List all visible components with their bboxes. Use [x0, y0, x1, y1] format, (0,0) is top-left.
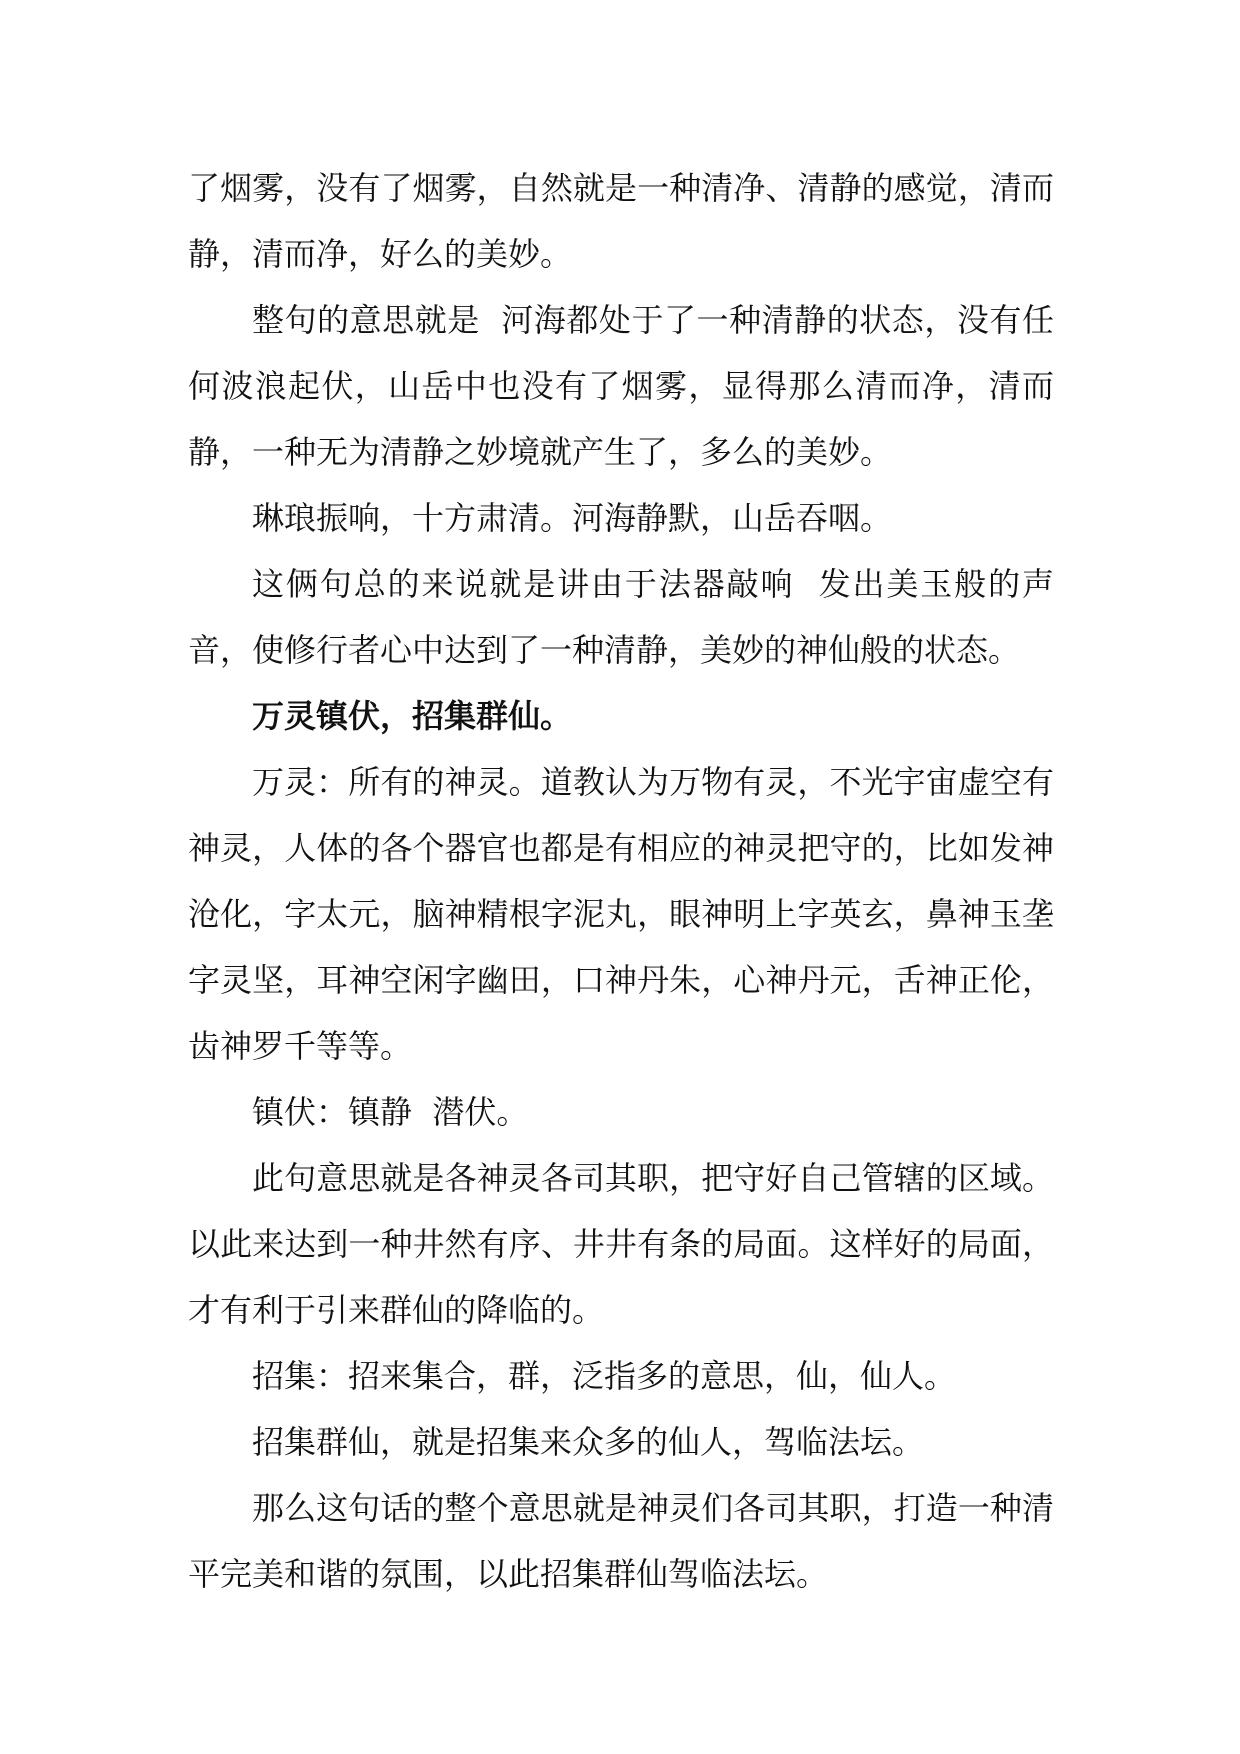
paragraph-sentence-explanation: 此句意思就是各神灵各司其职，把守好自己管辖的区域。以此来达到一种井然有序、井井有条的局面。这样好的局面，才有利于引来群仙的降临的。 [188, 1159, 1054, 1329]
document-body [188, 155, 1075, 1607]
paragraph-zhenfu-definition: 镇伏：镇静 潜伏。 [252, 1093, 529, 1131]
paragraph-verse-heading: 万灵镇伏，招集群仙。 [252, 697, 573, 735]
paragraph-sentence-meaning: 整句的意思就是 河海都处于了一种清静的状态，没有任何波浪起伏，山岳中也没有了烟雾，显得那么清而净，清而静，一种无为清静之妙境就产生了，多么的美妙。 [188, 301, 1054, 471]
paragraph-wanling-definition: 万灵：所有的神灵。道教认为万物有灵，不光宇宙虚空有神灵，人体的各个器官也都是有相应的神灵把守的，比如发神 沧化，字太元，脑神精根字泥丸，眼神明上字英玄，鼻神玉垄字灵坚，耳神空闲字幽田，口神丹朱，心神丹元，舌神正伦，齿神罗千等等。 [188, 763, 1075, 1065]
paragraph-verse-quote: 琳琅振响，十方肃清。河海静默，山岳吞咽。 [252, 499, 893, 537]
paragraph-zhaoji-qunxian: 招集群仙，就是招集来众多的仙人，驾临法坛。 [252, 1423, 925, 1461]
paragraph-overall-meaning: 那么这句话的整个意思就是神灵们各司其职，打造一种清平完美和谐的氛围，以此招集群仙驾临法坛。 [188, 1489, 1054, 1593]
paragraph-verse-summary: 这俩句总的来说就是讲由于法器敲响 发出美玉般的声音，使修行者心中达到了一种清静，美妙的神仙般的状态。 [188, 565, 1054, 669]
paragraph-zhaoji-definition: 招集：招来集合，群，泛指多的意思，仙，仙人。 [252, 1357, 957, 1395]
paragraph-continuation: 了烟雾，没有了烟雾，自然就是一种清净、清静的感觉，清而静，清而净，好么的美妙。 [188, 169, 1054, 273]
